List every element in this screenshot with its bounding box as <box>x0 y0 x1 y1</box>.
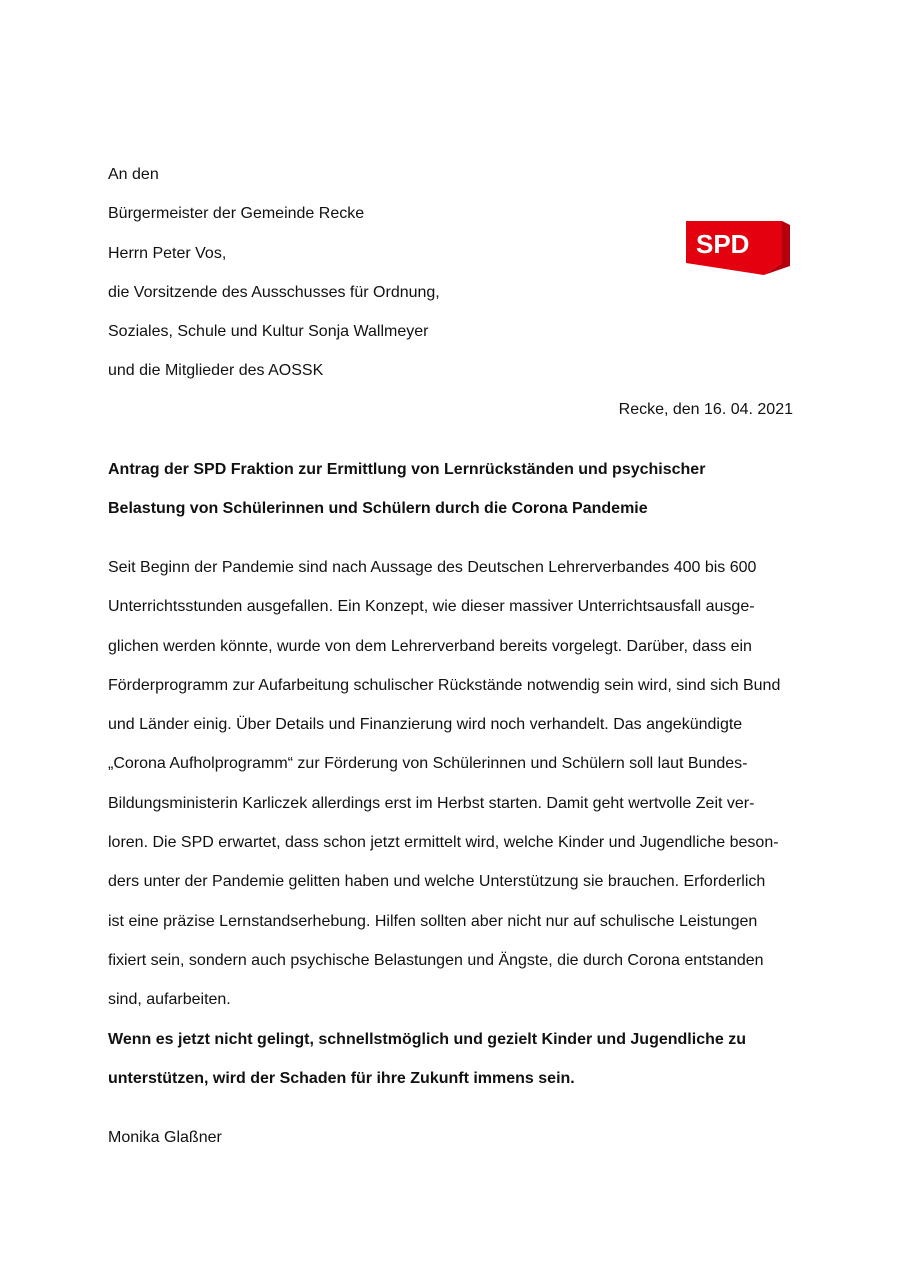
body-line: Förderprogramm zur Aufarbeitung schulischer Rückstände notwendig sein wird, sind sich Bund <box>108 677 781 694</box>
body-line: loren. Die SPD erwartet, dass schon jetzt ermittelt wird, welche Kinder und Jugendliche beson- <box>108 834 779 851</box>
body-line: und Länder einig. Über Details und Finanzierung wird noch verhandelt. Das angekündigte <box>108 716 743 733</box>
body-line: Unterrichtsstunden ausgefallen. Ein Konzept, wie dieser massiver Unterrichtsausfall ausge- <box>108 598 755 615</box>
body-line: fixiert sein, sondern auch psychische Belastungen und Ängste, die durch Corona entstanden <box>108 952 764 969</box>
conclusion-line-1: Wenn es jetzt nicht gelingt, schnellstmöglich und gezielt Kinder und Jugendliche zu <box>108 1031 746 1048</box>
signature-name: Monika Glaßner <box>108 1129 222 1146</box>
body-line: „Corona Aufholprogramm“ zur Förderung von Schülerinnen und Schülern soll laut Bundes- <box>108 755 748 772</box>
spd-logo-graphic <box>686 221 794 277</box>
body-line: ders unter der Pandemie gelitten haben und welche Unterstützung sie brauchen. Erforderlich <box>108 873 766 890</box>
recipient-line-5: Soziales, Schule und Kultur Sonja Wallmeyer <box>108 323 429 340</box>
recipient-line-4: die Vorsitzende des Ausschusses für Ordnung, <box>108 284 440 301</box>
subject-line-1: Antrag der SPD Fraktion zur Ermittlung von Lernrückständen und psychischer <box>108 461 706 478</box>
recipient-line-3: Herrn Peter Vos, <box>108 245 227 262</box>
body-line: sind, aufarbeiten. <box>108 991 231 1008</box>
recipient-line-1: An den <box>108 166 159 183</box>
body-line: Seit Beginn der Pandemie sind nach Aussage des Deutschen Lehrerverbandes 400 bis 600 <box>108 559 757 576</box>
spd-logo <box>686 221 794 277</box>
body-line: Bildungsministerin Karliczek allerdings erst im Herbst starten. Damit geht wertvolle Zeit ver- <box>108 795 755 812</box>
body-line: ist eine präzise Lernstandserhebung. Hilfen sollten aber nicht nur auf schulische Leistungen <box>108 913 758 930</box>
recipient-line-6: und die Mitglieder des AOSSK <box>108 362 324 379</box>
body-line: glichen werden könnte, wurde von dem Lehrerverband bereits vorgelegt. Darüber, dass ein <box>108 638 752 655</box>
spd-logo-text: SPD <box>696 229 750 259</box>
letter-date: Recke, den 16. 04. 2021 <box>618 401 793 418</box>
recipient-line-2: Bürgermeister der Gemeinde Recke <box>108 205 365 222</box>
subject-line-2: Belastung von Schülerinnen und Schülern durch die Corona Pandemie <box>108 500 648 517</box>
conclusion-line-2: unterstützen, wird der Schaden für ihre Zukunft immens sein. <box>108 1070 575 1087</box>
